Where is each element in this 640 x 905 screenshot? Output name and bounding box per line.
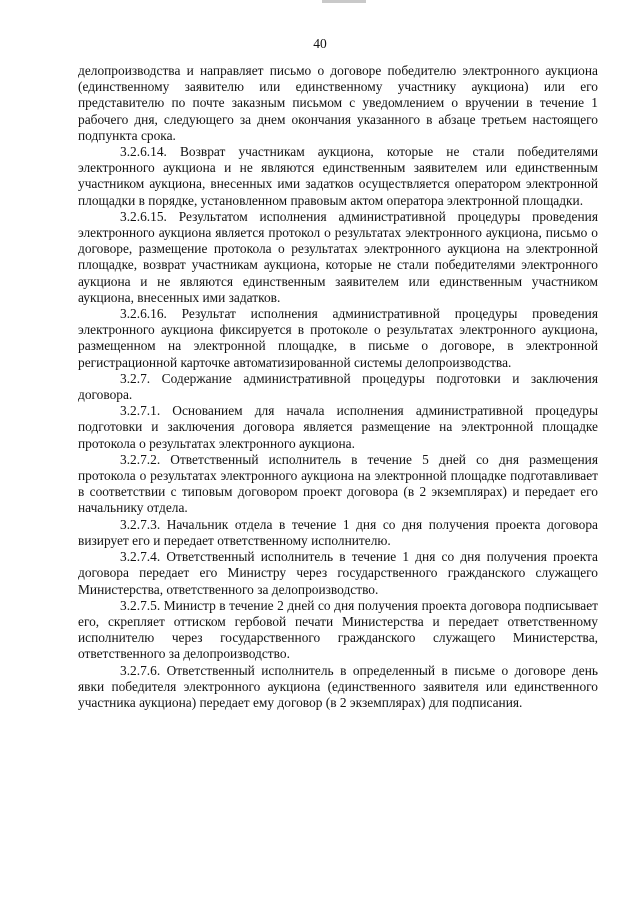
paragraph-3-2-6-15: 3.2.6.15. Результатом исполнения административной процедуры проведения электронного аукциона является протокол о результатах электронного аукциона, письмо о договоре, размещение протокола о результатах электронного аукциона на электронной площадке, возврат участникам аукциона, которые не стали победителями электронного аукциона и не являются единственным заявителем или единственным участником аукциона, внесенных ими задатков. [78, 208, 598, 305]
paragraph-3-2-6-16: 3.2.6.16. Результат исполнения административной процедуры проведения электронного аукциона фиксируется в протоколе о результатах электронного аукциона, размещенном на электронной площадке, в письме о договоре, в электронной регистрационной карточке автоматизированной системы делопроизводства. [78, 306, 598, 370]
page-number: 40 [313, 36, 327, 51]
paragraph-3-2-7: 3.2.7. Содержание административной процедуры подготовки и заключения договора. [78, 370, 598, 403]
paragraph-3-2-7-1: 3.2.7.1. Основанием для начала исполнения административной процедуры подготовки и заключения договора является размещение на электронной площадке протокола о результатах электронного аукциона. [78, 403, 598, 451]
paragraph-3-2-7-3: 3.2.7.3. Начальник отдела в течение 1 дня со дня получения проекта договора визирует его и передает ответственному исполнителю. [78, 516, 598, 548]
scan-edge-mark [322, 0, 366, 3]
paragraph-3-2-7-5: 3.2.7.5. Министр в течение 2 дней со дня получения проекта договора подписывает его, скрепляет оттиском гербовой печати Министерства и передает ответственному исполнителю через государственного гражданского служащего Министерства, ответственного за делопроизводство. [78, 597, 598, 662]
paragraph-3-2-7-2: 3.2.7.2. Ответственный исполнитель в течение 5 дней со дня размещения протокола о результатах электронного аукциона на электронной площадке подготавливает в соответствии с типовым договором проект договора (в 2 экземплярах) и передает его начальнику отдела. [78, 451, 598, 516]
document-body [78, 63, 598, 711]
paragraph-3-2-7-4: 3.2.7.4. Ответственный исполнитель в течение 1 дня со дня получения проекта договора передает его Министру через государственного гражданского служащего Министерства, ответственного за делопроизводство. [78, 549, 598, 597]
paragraph-3-2-7-6: 3.2.7.6. Ответственный исполнитель в определенный в письме о договоре день явки победителя электронного аукциона (единственного заявителя или единственного участника аукциона) передает ему договор (в 2 экземплярах) для подписания. [78, 662, 598, 710]
paragraph-continuation: делопроизводства и направляет письмо о договоре победителю электронного аукциона (единственному заявителю или единственному участнику аукциона) или его представителю по почте заказным письмом с уведомлением о вручении в течение 1 рабочего дня, следующего за днем окончания указанного в абзаце третьем настоящего подпункта срока. [78, 63, 598, 143]
paragraph-3-2-6-14: 3.2.6.14. Возврат участникам аукциона, которые не стали победителями электронного аукциона и не являются единственным заявителем или единственным участником аукциона, внесенных ими задатков осуществляется оператором электронной площадки в порядке, установленном правовым актом оператора электронной площадки. [78, 144, 598, 208]
